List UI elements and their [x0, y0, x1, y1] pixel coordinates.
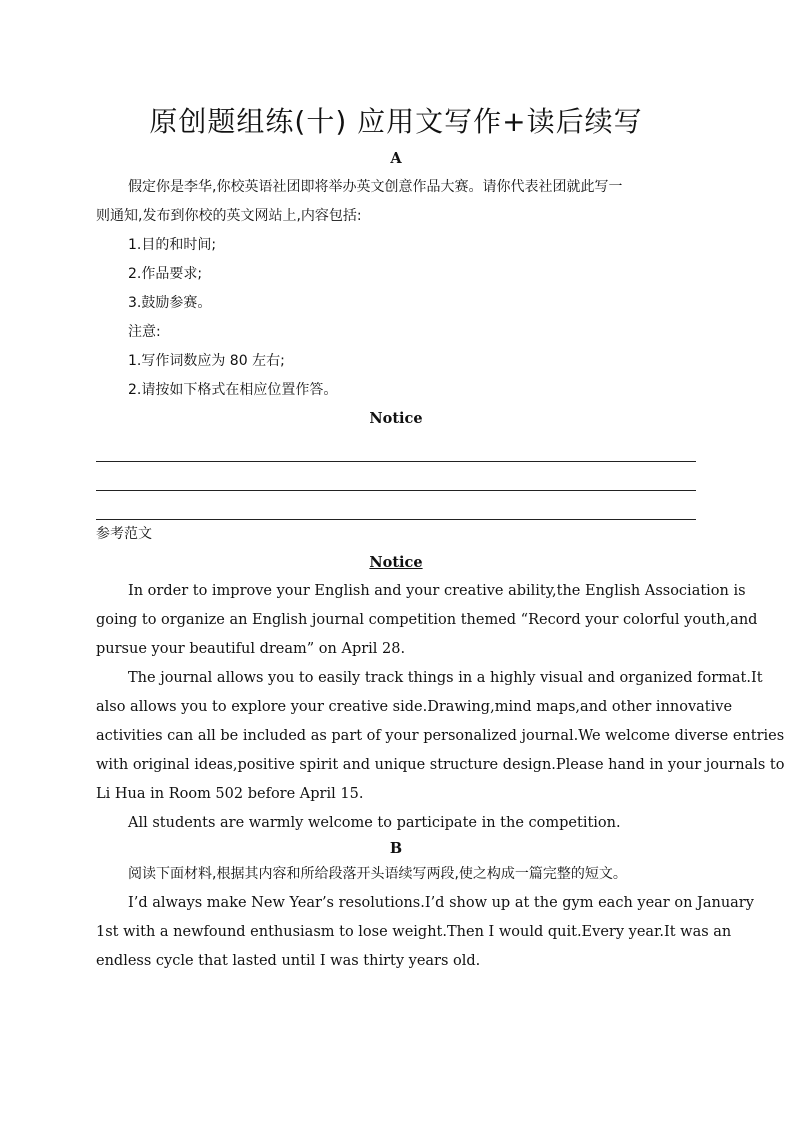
requirement-item: 1.目的和时间; — [128, 237, 217, 253]
note-label: 注意: — [128, 324, 161, 340]
story-line: 1st with a newfound enthusiasm to lose weight.Then I would quit.Every year.It was an — [96, 924, 732, 940]
sample-essay — [96, 520, 785, 838]
page-title: 原创题组练(十) 应用文写作+读后续写 — [149, 105, 643, 138]
prompt-line-2: 则通知,发布到你校的英文网站上,内容包括: — [96, 208, 362, 224]
answer-line — [96, 433, 696, 462]
essay-line: with original ideas,positive spirit and unique structure design.Please hand in your journals to — [96, 757, 785, 773]
notice-heading: Notice — [369, 410, 423, 427]
story-line: endless cycle that lasted until I was thirty years old. — [96, 953, 481, 969]
section-a-label: A — [390, 150, 402, 167]
essay-line: In order to improve your English and your creative ability,the English Association is — [128, 583, 746, 599]
essay-line: The journal allows you to easily track things in a highly visual and organized format.It — [128, 670, 763, 686]
answer-line — [96, 462, 696, 491]
essay-line: pursue your beautiful dream” on April 28. — [96, 641, 406, 657]
essay-line: activities can all be included as part of your personalized journal.We welcome diverse entries — [96, 728, 785, 744]
essay-line: Li Hua in Room 502 before April 15. — [96, 786, 364, 802]
essay-line: also allows you to explore your creative side.Drawing,mind maps,and other innovative — [96, 699, 733, 715]
note-item: 2.请按如下格式在相应位置作答。 — [128, 382, 338, 398]
requirement-item: 3.鼓励参赛。 — [128, 295, 212, 311]
prompt-line-1: 假定你是李华,你校英语社团即将举办英文创意作品大赛。请你代表社团就此写一 — [128, 179, 623, 195]
essay-line: going to organize an English journal competition themed “Record your colorful youth,and — [96, 612, 758, 628]
sample-label: 参考范文 — [96, 526, 152, 542]
note-item: 1.写作词数应为 80 左右; — [128, 353, 285, 369]
story-line: I’d always make New Year’s resolutions.I’d show up at the gym each year on January — [128, 895, 754, 911]
requirement-item: 2.作品要求; — [128, 266, 203, 282]
sample-heading: Notice — [369, 554, 423, 571]
answer-line — [96, 491, 696, 520]
section-b — [96, 838, 754, 976]
section-b-label: B — [389, 840, 403, 857]
section-a — [96, 148, 696, 520]
section-b-prompt: 阅读下面材料,根据其内容和所给段落开头语续写两段,使之构成一篇完整的短文。 — [128, 866, 627, 882]
essay-line: All students are warmly welcome to participate in the competition. — [128, 815, 621, 831]
